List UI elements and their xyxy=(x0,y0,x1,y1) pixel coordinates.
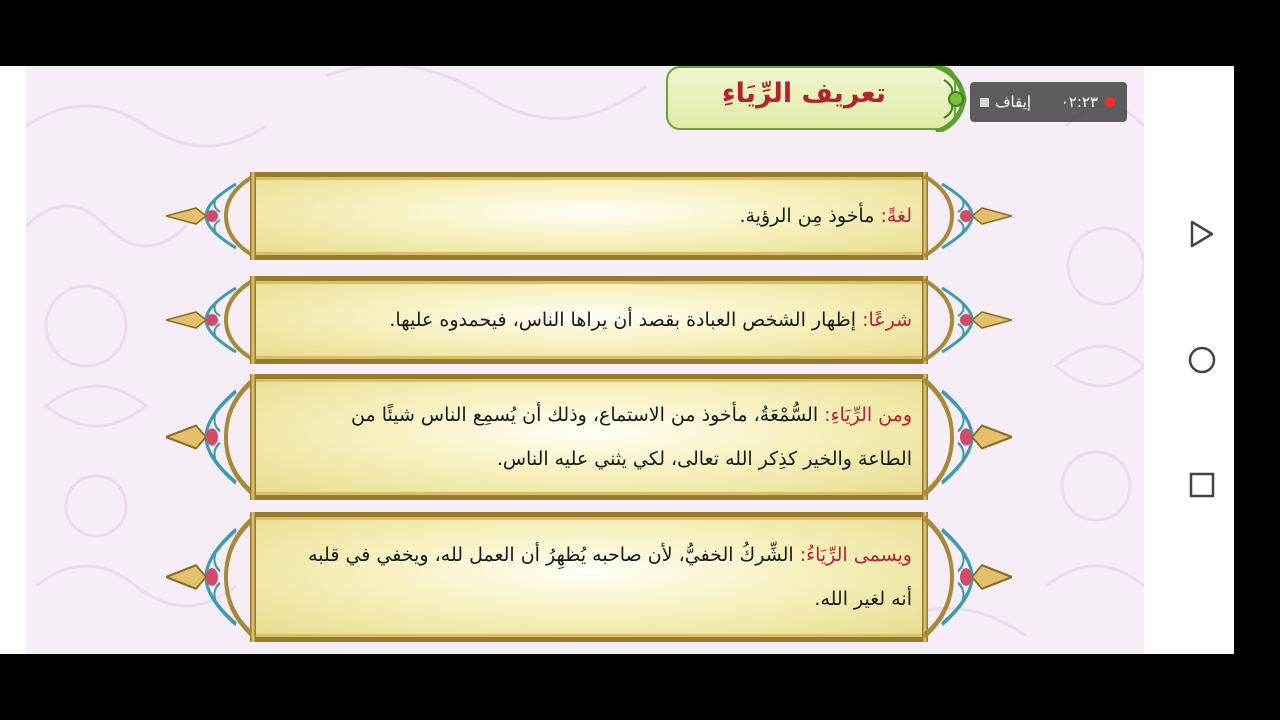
panel-sharia xyxy=(166,276,1012,364)
screen-content xyxy=(0,66,1234,654)
square-recents-icon xyxy=(1188,471,1216,499)
panel-term: لغةً: xyxy=(880,205,912,227)
lesson-slide xyxy=(26,66,1144,654)
panel-text xyxy=(294,393,912,481)
panel-term: شرعًا: xyxy=(862,309,912,331)
stop-recording-button[interactable] xyxy=(980,93,1031,111)
stop-square-icon xyxy=(980,98,989,107)
scroll-ornament-left-icon xyxy=(166,172,258,260)
panel-body: إظهار الشخص العبادة بقصد أن يراها الناس، فيحمدوه عليها. xyxy=(389,309,863,331)
play-triangle-icon xyxy=(1189,219,1215,249)
navigation-bar xyxy=(1170,66,1234,654)
recording-time: ٠٢:٢٣ xyxy=(1060,93,1098,111)
panel-body: السُّمْعَةُ، مأخوذ من الاستماع، وذلك أن يُسمِع الناس شيئًا من الطاعة والخير كذِكر الله تعالى، لكي يثني عليه الناس. xyxy=(351,404,912,470)
panel-text xyxy=(294,298,912,342)
scroll-ornament-right-icon xyxy=(920,276,1012,364)
scroll-ornament-left-icon xyxy=(166,276,258,364)
screen-recording-overlay xyxy=(970,82,1127,122)
record-dot-icon xyxy=(1105,97,1115,107)
back-button[interactable] xyxy=(1184,216,1220,252)
panel-hidden-shirk xyxy=(166,512,1012,642)
scroll-ornament-left-icon xyxy=(166,374,258,500)
scroll-ornament-right-icon xyxy=(920,374,1012,500)
scroll-ornament-left-icon xyxy=(166,512,258,642)
scroll-ornament-right-icon xyxy=(920,172,1012,260)
title-banner xyxy=(666,66,956,130)
panel-body: مأخوذ مِن الرؤية. xyxy=(739,205,881,227)
panel-language xyxy=(166,172,1012,260)
panel-text xyxy=(294,533,912,621)
circle-home-icon xyxy=(1187,345,1217,375)
banner-ornament xyxy=(930,66,970,132)
panel-body: الشِّركُ الخفيُّ، لأن صاحبه يُظهِرُ أن العمل لله، ويخفي في قلبه أنه لغير الله. xyxy=(308,544,912,610)
stop-label: إيقاف xyxy=(995,93,1032,111)
scroll-ornament-right-icon xyxy=(920,512,1012,642)
panel-term: ويسمى الرِّيَاءُ: xyxy=(799,544,912,566)
panel-term: ومن الرِّيَاءِ: xyxy=(824,404,912,426)
home-button[interactable] xyxy=(1184,342,1220,378)
page-title: تعريف الرِّيَاءِ xyxy=(721,78,886,109)
panel-text xyxy=(294,194,912,238)
panel-sumah xyxy=(166,374,1012,500)
recording-timer xyxy=(1061,93,1115,111)
recents-button[interactable] xyxy=(1184,467,1220,503)
